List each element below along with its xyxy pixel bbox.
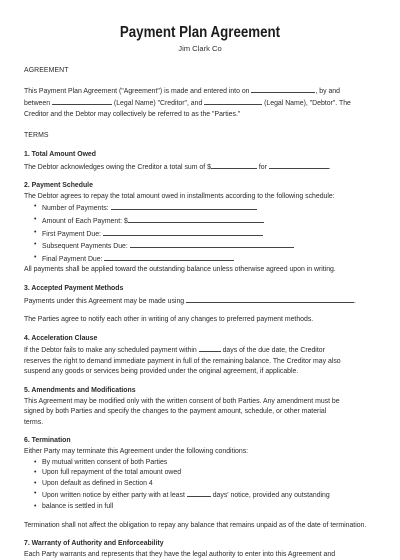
list-item-label: Number of Payments: — [42, 205, 109, 213]
section-text-span: Payments under this Agreement may be made using — [24, 297, 185, 305]
list-item: • Upon default as defined in Section 4 — [42, 479, 376, 490]
section-text: All payments shall be applied toward the outstanding balance unless otherwise agreed upon in writing. — [24, 266, 336, 274]
terms-label: TERMS — [24, 132, 49, 140]
section-payment-schedule — [24, 181, 376, 276]
list-item — [42, 228, 376, 241]
section-text: Termination shall not affect the obligation to repay any balance that remains unpaid as of the date of termination. — [24, 521, 367, 529]
list-item: • Upon full repayment of the total amount owed — [42, 468, 376, 479]
agreement-line-3: Creditor and the Debtor may collectively be referred to as the "Parties." — [24, 110, 241, 118]
section-amendments — [24, 386, 376, 428]
section-heading: 5. Amendments and Modifications — [24, 387, 136, 395]
section-text-span: The Debtor acknowledges owing the Creditor a total sum of $ — [24, 163, 211, 171]
notice-days-blank — [187, 489, 211, 497]
termination-list — [24, 458, 376, 513]
list-item — [42, 489, 376, 502]
section-text — [24, 344, 376, 357]
section-text: Payments under this Agreement may be made using . — [24, 295, 376, 308]
list-item-label: Subsequent Payments Due: — [42, 243, 128, 251]
agreement-line-1 — [24, 85, 376, 98]
section-heading: 3. Accepted Payment Methods — [24, 284, 124, 292]
section-text: Each Party warrants and represents that they have the legal authority to enter into this Agreement and — [24, 550, 336, 558]
schedule-blank — [128, 215, 264, 223]
section-heading: 4. Acceleration Clause — [24, 334, 98, 342]
document-title: Payment Plan Agreement — [119, 24, 281, 41]
section-text: This Agreement may be modified only with the written consent of both Parties. Any amendment must be — [24, 397, 340, 405]
section-text: The Debtor acknowledges owing the Creditor a total sum of $ for . — [24, 161, 376, 174]
section-heading: 2. Payment Schedule — [24, 182, 93, 190]
agreement-text: This Payment Plan Agreement ("Agreement") is made and entered into on — [24, 87, 250, 95]
list-item: • By mutual written consent of both Parties — [42, 458, 376, 469]
list-item-label: Final Payment Due: — [42, 255, 103, 263]
creditor-name-blank — [52, 97, 112, 105]
section-text: Either Party may terminate this Agreement under the following conditions: — [24, 448, 249, 456]
section-text: The Debtor agrees to repay the total amount owed in installments according to the following schedule: — [24, 192, 335, 200]
section-text: The Parties agree to notify each other in writing of any changes to preferred payment methods. — [24, 316, 314, 324]
agreement-label: AGREEMENT — [24, 67, 69, 74]
schedule-list — [24, 202, 376, 265]
document-subtitle: Jim Clark Co — [178, 44, 222, 53]
section-heading: 6. Termination — [24, 437, 71, 445]
list-item — [42, 202, 376, 215]
section-termination — [24, 436, 376, 531]
section-heading: 7. Warranty of Authority and Enforceability — [24, 540, 164, 548]
schedule-blank — [103, 228, 263, 236]
section-text: suspend any goods or services being provided under the original agreement, if applicable. — [24, 368, 299, 376]
schedule-blank — [104, 253, 234, 261]
agreement-text: (Legal Name) "Creditor", and — [113, 100, 203, 108]
section-total-amount — [24, 150, 376, 173]
section-acceleration — [24, 334, 376, 378]
section-payment-methods — [24, 284, 376, 326]
agreement-line-2 — [24, 97, 376, 110]
grace-days-blank — [199, 344, 221, 352]
agreement-date-blank — [251, 85, 315, 93]
list-item-text: Upon written notice by either party with at least — [42, 492, 185, 500]
list-item — [42, 253, 376, 266]
agreement-text: between — [24, 100, 51, 108]
payment-method-blank — [186, 295, 354, 303]
agreement-text: (Legal Name), "Debtor". The — [264, 100, 351, 108]
debtor-name-blank — [204, 97, 262, 105]
schedule-blank — [130, 240, 294, 248]
schedule-blank — [111, 202, 257, 210]
section-text: signed by both Parties and specify the changes to the payment amount, schedule, or other material — [24, 408, 327, 416]
agreement-text: , by and — [315, 87, 340, 95]
section-text-span: If the Debtor fails to make any scheduled payment within — [24, 347, 197, 355]
list-item-label: Amount of Each Payment: $ — [42, 217, 128, 225]
section-warranty — [24, 539, 376, 560]
purpose-blank — [269, 161, 329, 169]
agreement-section — [24, 66, 376, 120]
list-item — [42, 240, 376, 253]
section-heading: 1. Total Amount Owed — [24, 150, 96, 158]
section-text: reserves the right to demand immediate payment in full of the remaining balance. The Creditor may also — [24, 357, 341, 365]
list-item-text: balance is settled in full — [42, 503, 114, 510]
list-item-continuation — [42, 502, 376, 513]
total-amount-blank — [211, 161, 257, 169]
section-text-span: for — [258, 163, 267, 171]
section-text: terms. — [24, 418, 44, 426]
list-item-label: First Payment Due: — [42, 230, 101, 238]
list-item-text: days' notice, provided any outstanding — [212, 492, 330, 500]
document-body — [24, 66, 376, 560]
list-item — [42, 215, 376, 228]
section-text-span: days of the due date, the Creditor — [222, 347, 325, 355]
